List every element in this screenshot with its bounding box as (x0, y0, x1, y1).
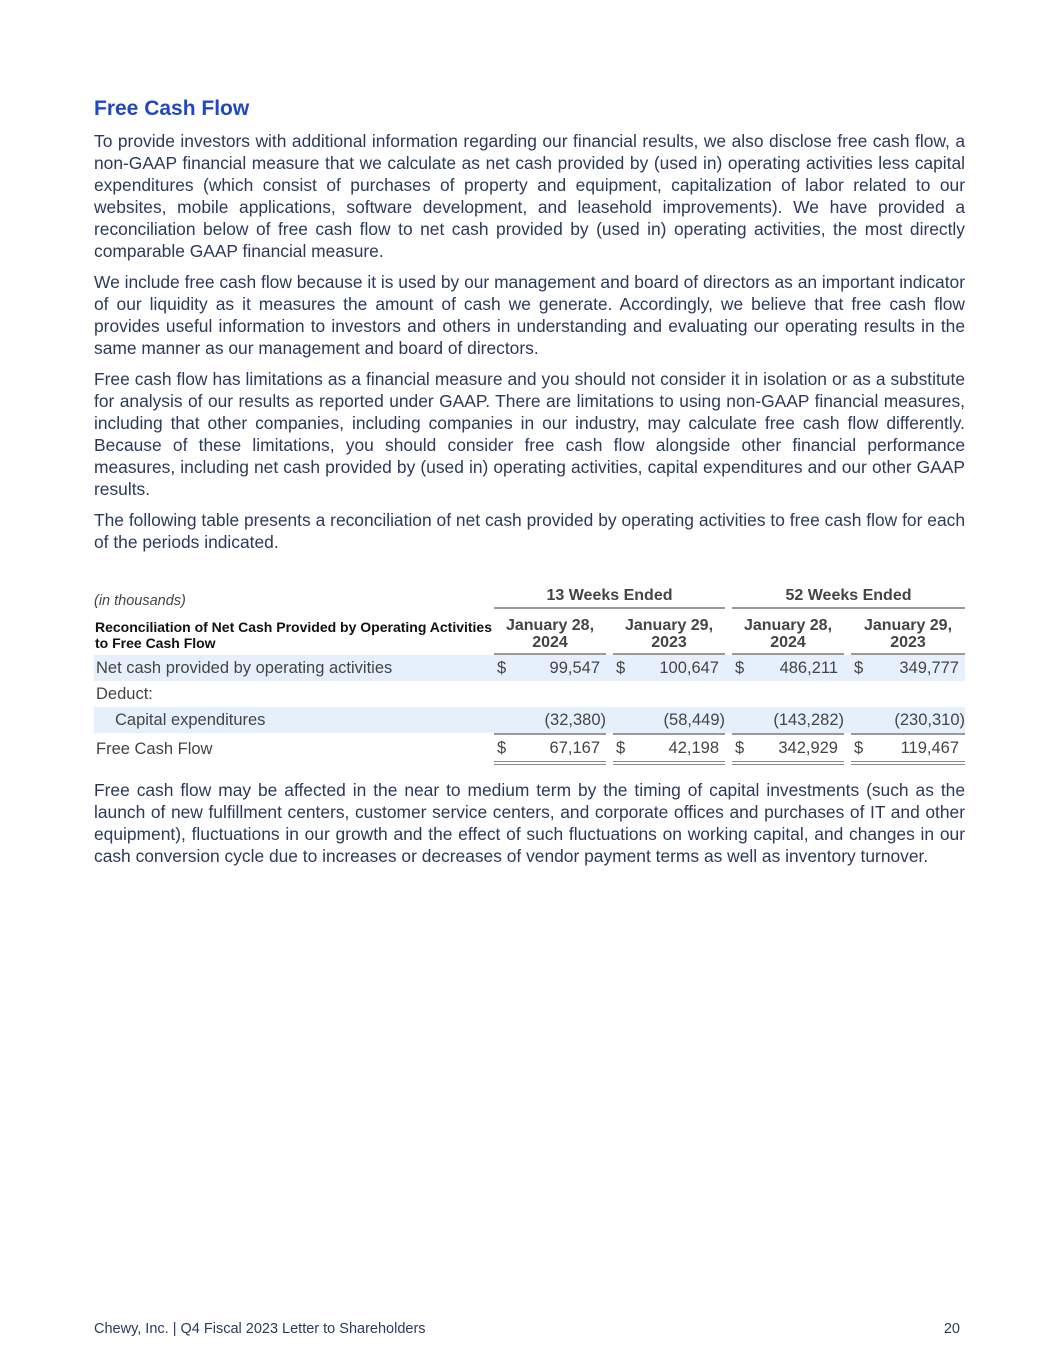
table-row (94, 681, 965, 707)
paragraph: We include free cash flow because it is used by our management and board of directors as an important indicator of our liquidity as it measures the amount of cash we generate. Accordingly, we believe that free cash flow provides useful information to investors and others in understanding and evaluating our operating results in the same manner as our management and board of directors. (94, 272, 965, 358)
paragraph: Free cash flow has limitations as a financial measure and you should not consider it in isolation or as a substitute for analysis of our results as reported under GAAP. There are limitations to using non-GAAP financial measures, including that other companies, including companies in our industry, may calculate free cash flow differently. Because of these limitations, you should consider free cash flow alongside other financial performance measures, including net cash provided by (used in) operating activities, capital expenditures and our other GAAP results. (94, 369, 965, 499)
cell-value: 349,777 (868, 655, 965, 681)
group-52-weeks: 52 Weeks Ended (732, 583, 965, 609)
cell-value: 100,647 (630, 655, 725, 681)
currency-symbol: $ (497, 738, 507, 757)
table-row-total (94, 733, 965, 765)
cell-value: 42,198 (668, 738, 719, 757)
currency-symbol: $ (613, 655, 630, 681)
row-label: Capital expenditures (94, 707, 494, 733)
cell-value: (230,310) (851, 707, 965, 733)
page-footer (94, 1321, 960, 1337)
row-header: Reconciliation of Net Cash Provided by Operating Activities to Free Cash Flow (95, 619, 493, 651)
group-header-row (94, 583, 965, 609)
footer-title: Chewy, Inc. | Q4 Fiscal 2023 Letter to Shareholders (94, 1321, 426, 1337)
units-label: (in thousands) (94, 593, 186, 609)
column-header: January 28, 2024 (732, 609, 844, 655)
cell-value: (143,282) (732, 707, 844, 733)
currency-symbol: $ (494, 655, 511, 681)
table-row (94, 707, 965, 733)
column-header-row (94, 609, 965, 655)
column-header: January 29, 2023 (613, 609, 725, 655)
table-row (94, 655, 965, 681)
cell-value: 119,467 (900, 738, 959, 757)
row-label: Net cash provided by operating activities (94, 655, 494, 681)
free-cash-flow-table (94, 583, 965, 765)
content (94, 96, 965, 876)
currency-symbol: $ (735, 738, 745, 757)
group-13-weeks: 13 Weeks Ended (494, 583, 725, 609)
closing-paragraph: Free cash flow may be affected in the near to medium term by the timing of capital investments (such as the launch of new fulfillment centers, customer service centers, and corporate offices and purchases of IT and other equipment), fluctuations in our growth and the effect of such fluctuations on working capital, and changes in our cash conversion cycle due to increases or decreases of vendor payment terms as well as inventory turnover. (94, 780, 965, 866)
paragraph: The following table presents a reconciliation of net cash provided by operating activities to free cash flow for each of the periods indicated. (94, 510, 965, 552)
currency-symbol: $ (616, 738, 626, 757)
cell-value: 486,211 (749, 655, 844, 681)
cell-value: (58,449) (613, 707, 725, 733)
cell-value: 342,929 (778, 738, 838, 757)
section-heading: Free Cash Flow (94, 97, 250, 120)
column-header: January 28, 2024 (494, 609, 606, 655)
cell-value: 67,167 (549, 738, 600, 757)
currency-symbol: $ (854, 738, 864, 757)
cell-value: 99,547 (511, 655, 606, 681)
currency-symbol: $ (851, 655, 868, 681)
cell-value: (32,380) (494, 707, 606, 733)
currency-symbol: $ (732, 655, 749, 681)
page-number: 20 (943, 1321, 960, 1337)
column-header: January 29, 2023 (851, 609, 965, 655)
row-label: Free Cash Flow (96, 739, 213, 758)
row-label: Deduct: (96, 684, 153, 703)
paragraph: To provide investors with additional information regarding our financial results, we also disclose free cash flow, a non-GAAP financial measure that we calculate as net cash provided by (used in) operating activities less capital expenditures (which consist of purchases of property and equipment, capitalization of labor related to our websites, mobile applications, software development, and leasehold improvements). We have provided a reconciliation below of free cash flow to net cash provided by (used in) operating activities, the most directly comparable GAAP financial measure. (94, 131, 965, 261)
